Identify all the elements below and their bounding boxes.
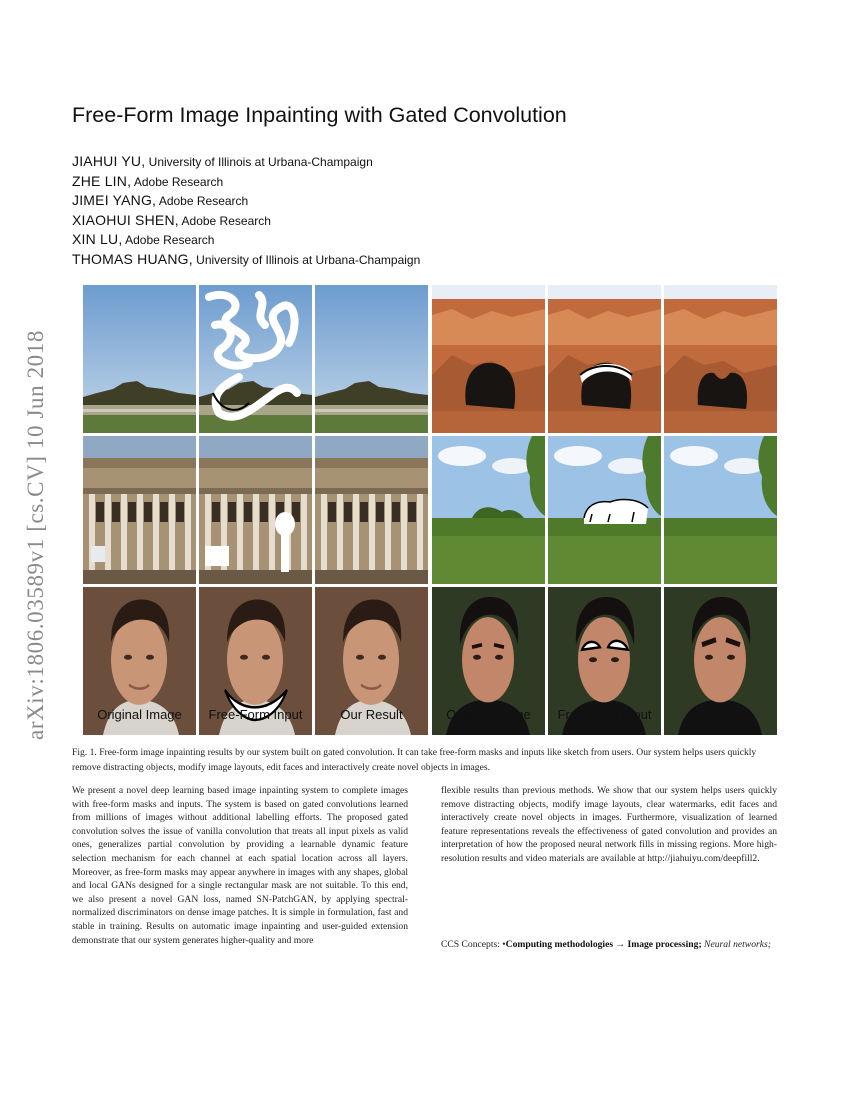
ccs-prefix: CCS Concepts: • — [441, 939, 506, 950]
figure-caption: Fig. 1. Free-form image inpainting results by our system built on gated convolution. It can take free-form masks and inputs like sketch from users. Our system helps users quickly remove distracting objects, modify image layouts, edit faces and interactively create novel objects in images. — [72, 747, 757, 773]
column-label: Original Image — [446, 707, 531, 722]
ccs-concepts — [441, 938, 777, 952]
column-label: Free-Form Input — [557, 707, 652, 722]
author-name: XIN LU, — [72, 231, 123, 247]
author-list — [72, 152, 420, 269]
arxiv-stamp — [24, 290, 48, 780]
figure-column-labels — [83, 707, 777, 725]
figure-image-grid — [83, 285, 777, 706]
author-affiliation: Adobe Research — [122, 233, 215, 247]
column-label: Original Image — [97, 707, 182, 722]
coastline-masked-input — [199, 285, 312, 433]
paper-title: Free-Form Image Inpainting with Gated Convolution — [72, 103, 567, 127]
author-name: JIMEI YANG, — [72, 192, 157, 208]
column-label: Our Result — [689, 707, 752, 722]
arch-result-image — [664, 285, 777, 433]
author-name: XIAOHUI SHEN, — [72, 211, 179, 228]
author-name: THOMAS HUANG, — [72, 250, 193, 267]
author-affiliation: Adobe Research — [131, 174, 224, 189]
author-entry — [72, 172, 420, 192]
author-name: ZHE LIN, — [72, 172, 132, 189]
palace-masked-input — [199, 436, 312, 584]
column-label: Our Result — [340, 707, 403, 722]
author-affiliation: Adobe Research — [156, 194, 249, 208]
column-label: Free-Form Input — [208, 707, 303, 722]
author-entry — [72, 191, 420, 211]
coastline-result-image — [315, 285, 428, 433]
author-affiliation: University of Illinois at Urbana-Champaign — [192, 252, 421, 267]
ccs-italic-term: Neural networks; — [701, 939, 771, 950]
teaser-figure — [83, 285, 777, 725]
field-result-image — [664, 436, 777, 584]
abstract-right-column: flexible results than previous methods. We show that our system helps users quickly remove distracting objects, modify image layouts, clear watermarks, edit faces and interactively create novel objects in images. Furthermore, visualization of learned feature representations reveals the effectiveness of gated convolution and provides an interpretation of how the proposed neural network fills in missing regions. More high-resolution results and video materials are available at http://jiahuiyu.com/deepfill2. — [441, 785, 777, 864]
abstract-left-column: We present a novel deep learning based image inpainting system to complete images with free-form masks and inputs. The system is based on gated convolutions learned from millions of images without additional labelling efforts. The proposed gated convolution solves the issue of vanilla convolution that treats all input pixels as valid ones, generalizes partial convolution by providing a learnable dynamic feature selection mechanism for each channel at each spatial location across all layers. Moreover, as free-form masks may appear anywhere in images with any shapes, global and local GANs designed for a single rectangular mask are not suitable. To this end, we also present a novel GAN loss, named SN-PatchGAN, by applying spectral-normalized discriminators on dense image patches. It is simple in formulation, fast and stable in training. Results on automatic image inpainting and user-guided extension demonstrate that our system generates higher-quality and more — [72, 785, 408, 946]
author-entry — [72, 250, 420, 270]
palace-result-image — [315, 436, 428, 584]
coastline-original-image — [83, 285, 196, 433]
arch-original-image — [432, 285, 545, 433]
author-affiliation: University of Illinois at Urbana-Champaign — [145, 155, 373, 169]
author-name: JIAHUI YU, — [72, 153, 146, 169]
author-entry — [72, 230, 420, 250]
field-masked-input — [548, 436, 661, 584]
arch-masked-input — [548, 285, 661, 433]
author-entry — [72, 211, 420, 231]
author-affiliation: Adobe Research — [178, 213, 271, 228]
arxiv-identifier: arXiv:1806.03589v1 [cs.CV] 10 Jun 2018 — [23, 330, 48, 740]
field-original-image — [432, 436, 545, 584]
author-entry — [72, 152, 420, 172]
ccs-bold-term: Computing methodologies → Image processing; — [505, 939, 702, 950]
palace-original-image — [83, 436, 196, 584]
